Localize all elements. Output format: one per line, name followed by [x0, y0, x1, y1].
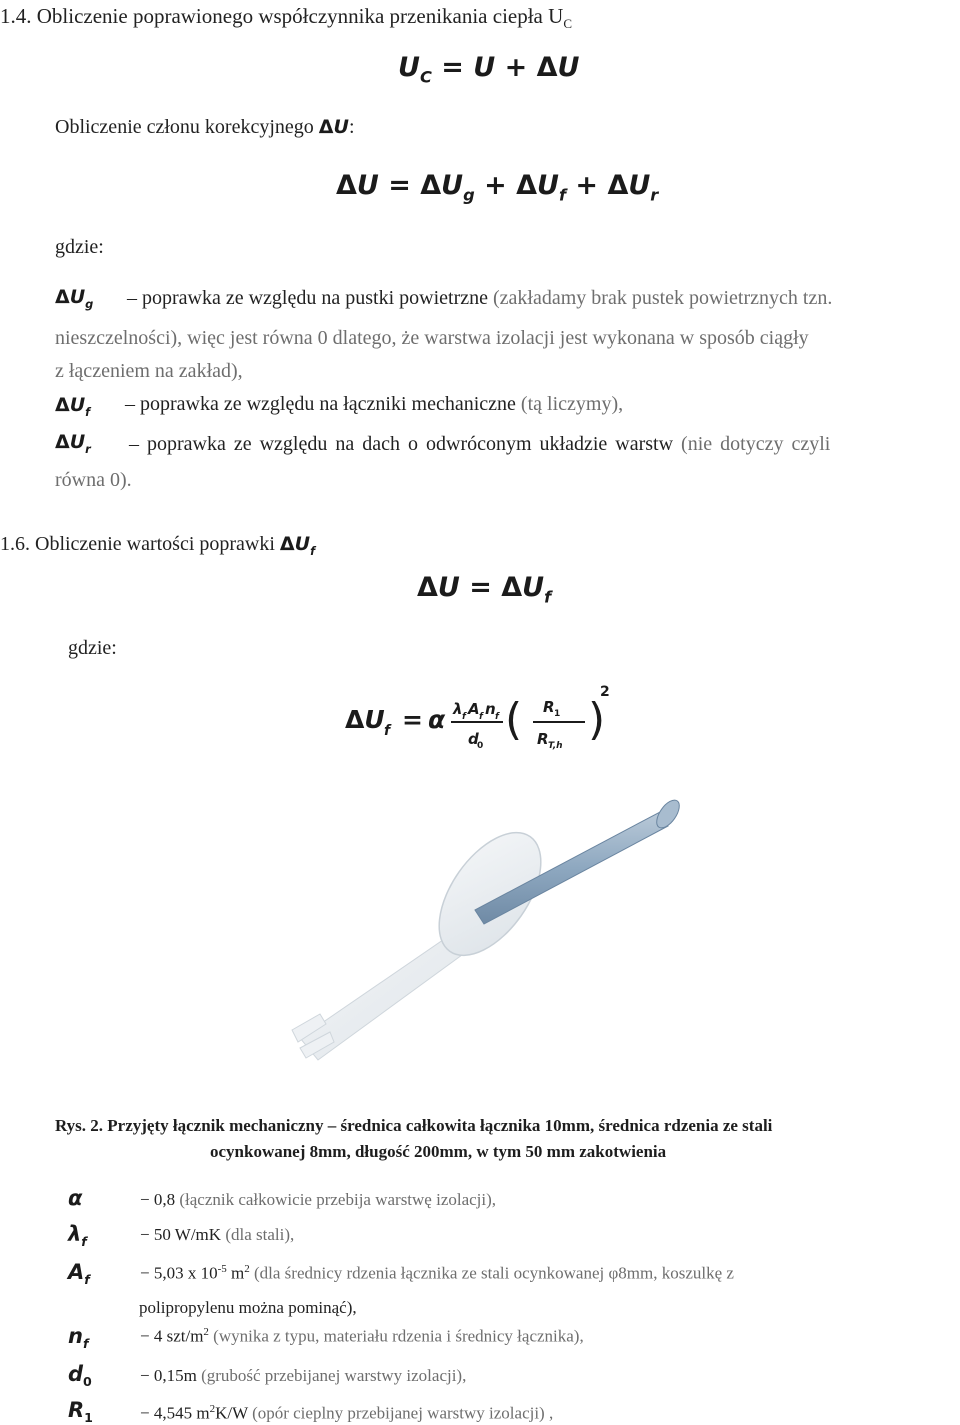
ug-line-3: z łączeniem na zakład), — [55, 360, 243, 382]
symbol-delta-ug: $\Delta U_g$ — [55, 286, 94, 311]
svg-text:A: A — [468, 700, 480, 718]
colon: : — [348, 116, 355, 138]
param-r1-unit: K/W — [215, 1403, 248, 1423]
fastener-image-svg — [270, 790, 710, 1095]
heading-1-6-text: 1.6. Obliczenie wartości poprawki — [0, 533, 275, 555]
formula-delta-uf — [345, 682, 615, 762]
svg-text:d: d — [468, 730, 479, 748]
param-r1-value: − 4,545 m — [140, 1403, 210, 1423]
param-af-unit: m — [226, 1263, 245, 1283]
uf-text-note: (tą liczymy), — [520, 393, 624, 415]
ug-line-2: nieszczelności), więc jest równa 0 dlatego, że warstwa izolacji jest wykonana w sposób ciągły — [55, 327, 809, 349]
param-symbol-nf: $n_f$ — [68, 1324, 89, 1352]
figure-caption-line-1: Rys. 2. Przyjęty łącznik mechaniczny – średnica całkowita łącznika 10mm, średnica rdzenia ze stali — [55, 1116, 773, 1135]
svg-text:T,h: T,h — [548, 741, 563, 751]
param-nf-note: (wynika z typu, materiału rdzenia i średnicy łącznika), — [213, 1326, 584, 1346]
param-symbol-lambda: $\lambda_f$ — [68, 1222, 87, 1250]
param-af-unit-exp: 2 — [244, 1263, 250, 1275]
svg-text:R: R — [543, 698, 555, 716]
ur-description — [129, 433, 830, 456]
svg-text:ΔU: ΔU — [345, 705, 385, 734]
ug-text-note: (zakładamy brak pustek powietrznych tzn. — [493, 287, 833, 309]
ur-line-2: równa 0). — [55, 469, 132, 491]
param-af-note: (dla średnicy rdzenia łącznika ze stali ocynkowanej φ8mm, koszulkę z — [254, 1263, 734, 1283]
figure-caption-line-2: ocynkowanej 8mm, długość 200mm, w tym 50 mm zakotwienia — [210, 1142, 667, 1161]
ur-text-note: (nie dotyczy czyli — [681, 433, 831, 455]
param-d0-value: − 0,15m — [140, 1366, 197, 1385]
fastener-image — [270, 790, 710, 1095]
svg-text:(: ( — [505, 694, 523, 745]
section-heading-1-4 — [0, 4, 572, 32]
param-alpha-value: − 0,8 — [140, 1190, 176, 1209]
svg-text:2: 2 — [600, 684, 610, 700]
svg-text:f: f — [384, 723, 391, 739]
svg-text:f: f — [462, 712, 466, 722]
ug-text-main: – poprawka ze względu na pustki powietrzne — [127, 287, 493, 309]
param-symbol-d0: $d_0$ — [68, 1362, 92, 1390]
param-d0-note: (grubość przebijanej warstwy izolacji), — [201, 1366, 467, 1385]
param-row-r1 — [140, 1403, 553, 1424]
where-label: gdzie: — [55, 236, 104, 258]
param-r1-note: (opór cieplny przebijanej warstwy izolacji) , — [252, 1403, 554, 1423]
svg-text:f: f — [479, 712, 483, 722]
symbol-delta-ur: $\Delta U_r$ — [55, 431, 91, 456]
formula-uc: $U_C = U + \Delta U$ — [398, 52, 580, 87]
formula-du-equals-uf: $\Delta U = \Delta U_f$ — [417, 572, 552, 607]
svg-text:α: α — [428, 705, 446, 734]
param-nf-value: − 4 szt/m — [140, 1326, 204, 1346]
param-af-note-line-2: polipropylenu można pominąć), — [139, 1298, 357, 1317]
uf-description — [125, 393, 623, 416]
uf-text-main: – poprawka ze względu na łączniki mechaniczne — [125, 393, 521, 415]
param-row-nf — [140, 1326, 584, 1347]
correction-intro-text: Obliczenie członu korekcyjnego — [55, 116, 314, 138]
param-nf-exp: 2 — [203, 1326, 209, 1338]
param-r1-exp: 2 — [209, 1403, 216, 1415]
svg-text:=: = — [402, 705, 423, 734]
svg-text:0: 0 — [477, 741, 484, 751]
param-row-alpha — [140, 1190, 496, 1210]
svg-text:1: 1 — [554, 709, 561, 719]
ur-text-main: – poprawka ze względu na dach o odwróconym układzie warstw — [129, 433, 682, 455]
param-row-lambda — [140, 1225, 294, 1245]
symbol-delta-uf: $\Delta U_f$ — [55, 394, 91, 419]
svg-text:f: f — [495, 712, 499, 722]
param-af-value: − 5,03 x 10 — [140, 1263, 218, 1283]
section-heading-1-6 — [0, 533, 315, 558]
param-alpha-note: (łącznik całkowicie przebija warstwę izolacji), — [179, 1190, 497, 1209]
heading-subscript: C — [563, 16, 572, 32]
param-symbol-af: $A_f$ — [68, 1260, 90, 1288]
svg-text:λ: λ — [453, 700, 463, 718]
param-symbol-alpha: α — [68, 1186, 83, 1210]
param-lambda-value: − 50 W/mK — [140, 1225, 222, 1244]
where-label-2: gdzie: — [68, 637, 117, 659]
heading-1-6-symbol: $\Delta U_f$ — [279, 533, 316, 558]
formula-delta-uf-svg — [345, 682, 615, 762]
heading-text: 1.4. Obliczenie poprawionego współczynnika przenikania ciepła U — [0, 4, 564, 28]
correction-intro — [55, 116, 355, 139]
param-row-d0 — [140, 1366, 466, 1386]
svg-text:): ) — [588, 694, 606, 745]
ug-description — [127, 287, 832, 310]
param-row-af — [140, 1263, 734, 1284]
param-af-exp: -5 — [217, 1263, 227, 1275]
delta-u-symbol: ΔU — [318, 116, 349, 138]
svg-text:n: n — [485, 700, 496, 718]
svg-text:R: R — [537, 730, 549, 748]
param-lambda-note: (dla stali), — [225, 1225, 295, 1244]
formula-delta-u: $\Delta U = \Delta U_g + \Delta U_f + \Delta U_r$ — [336, 170, 659, 205]
param-symbol-r1: $R_1$ — [68, 1398, 93, 1425]
